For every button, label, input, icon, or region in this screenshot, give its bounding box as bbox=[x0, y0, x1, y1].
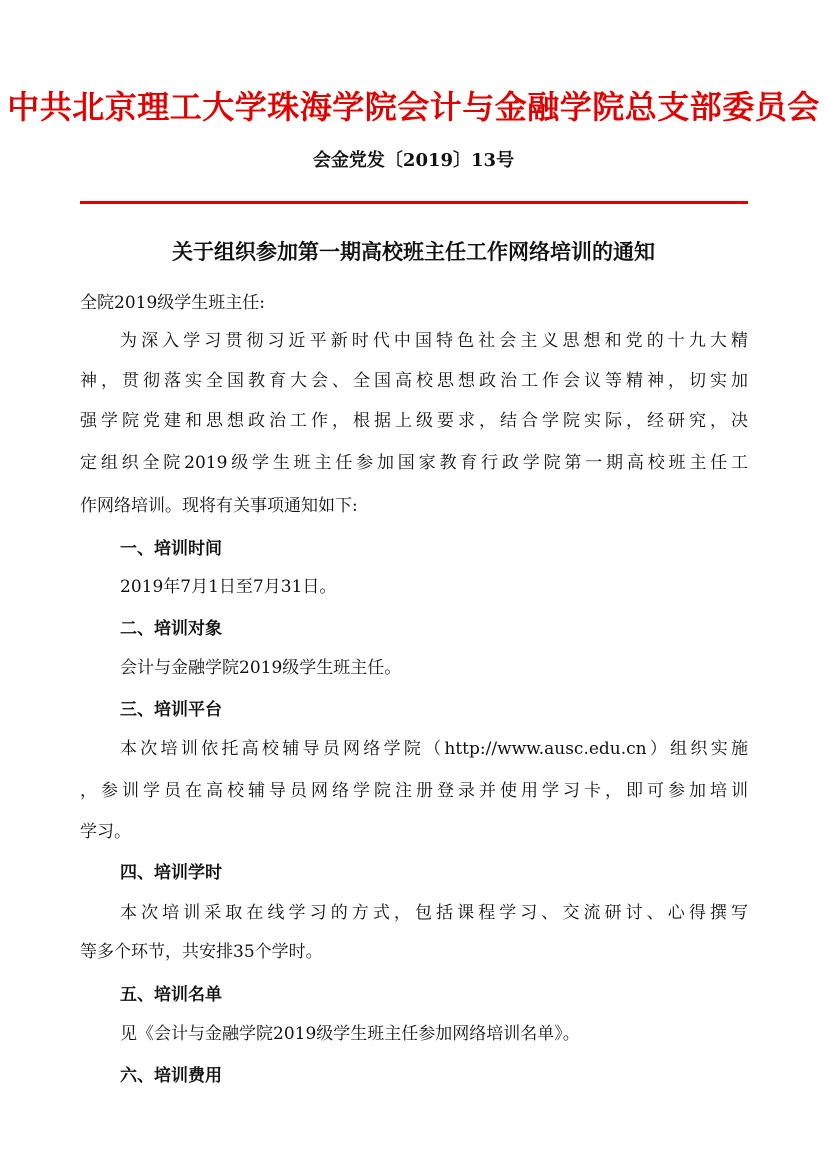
salutation: 全院2019级学生班主任: bbox=[80, 293, 265, 313]
intro-line: 强学院党建和思想政治工作，根据上级要求，结合学院实际，经研究，决 bbox=[80, 411, 748, 431]
section-line: 会计与金融学院2019级学生班主任。 bbox=[120, 658, 402, 678]
section-line: 学习。 bbox=[80, 822, 131, 842]
intro-line: 作网络培训。现将有关事项通知如下: bbox=[80, 496, 358, 516]
section-heading-platform: 三、培训平台 bbox=[120, 700, 222, 720]
intro-line: 定组织全院2019级学生班主任参加国家教育行政学院第一期高校班主任工 bbox=[80, 453, 748, 473]
section-heading-time: 一、培训时间 bbox=[120, 539, 222, 559]
section-heading-hours: 四、培训学时 bbox=[120, 863, 222, 883]
document-number: 会金党发〔2019〕13号 bbox=[312, 150, 515, 171]
section-heading-target: 二、培训对象 bbox=[120, 619, 222, 639]
section-heading-fees: 六、培训费用 bbox=[120, 1066, 222, 1086]
section-line: 等多个环节，共安排35个学时。 bbox=[80, 942, 323, 962]
section-line: 本次培训采取在线学习的方式，包括课程学习、交流研讨、心得撰写 bbox=[120, 903, 748, 923]
red-divider-line bbox=[80, 201, 748, 204]
section-heading-list: 五、培训名单 bbox=[120, 985, 222, 1005]
section-line: 2019年7月1日至7月31日。 bbox=[120, 577, 337, 597]
organization-header: 中共北京理工大学珠海学院会计与金融学院总支部委员会 bbox=[7, 88, 820, 126]
notice-title: 关于组织参加第一期高校班主任工作网络培训的通知 bbox=[172, 240, 655, 264]
intro-line: 为深入学习贯彻习近平新时代中国特色社会主义思想和党的十九大精 bbox=[120, 331, 748, 351]
section-line: 本次培训依托高校辅导员网络学院（http://www.ausc.edu.cn）组织实施 bbox=[120, 739, 748, 759]
section-line: 见《会计与金融学院2019级学生班主任参加网络培训名单》。 bbox=[120, 1024, 580, 1044]
intro-line: 神，贯彻落实全国教育大会、全国高校思想政治工作会议等精神，切实加 bbox=[80, 371, 748, 391]
section-line: ，参训学员在高校辅导员网络学院注册登录并使用学习卡，即可参加培训 bbox=[80, 781, 748, 801]
